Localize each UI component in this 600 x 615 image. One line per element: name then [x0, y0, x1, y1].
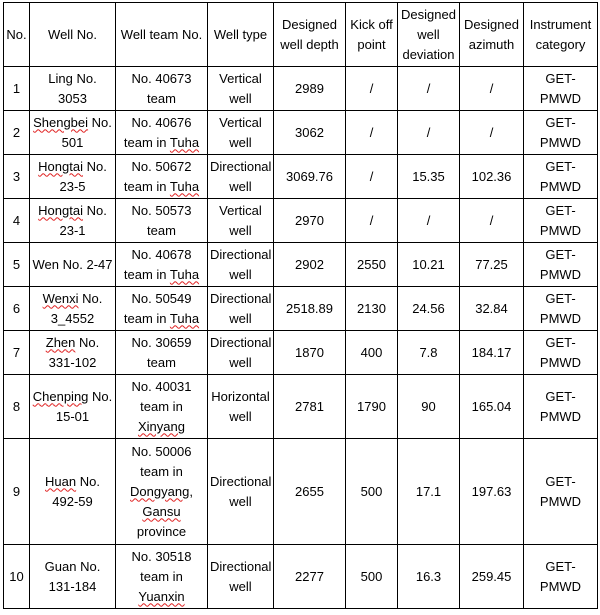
cell-well-no [30, 439, 116, 545]
cell-well-no [30, 545, 116, 609]
cell-designed-well-deviation: 24.56 [398, 287, 460, 331]
cell-no: 4 [4, 199, 30, 243]
cell-text: Directional [210, 334, 272, 350]
cell-text: No. [88, 114, 112, 130]
cell-text: 501 [61, 134, 84, 150]
cell-line [32, 472, 113, 492]
table-row [4, 111, 598, 155]
spellcheck-word: Huan [45, 473, 77, 489]
cell-line [32, 289, 113, 309]
header-line: category [535, 36, 586, 52]
cell-line [32, 89, 113, 109]
cell-well-no [30, 199, 116, 243]
spellcheck-word: Tuha [169, 310, 200, 326]
cell-line [118, 201, 205, 221]
cell-designed-well-depth: 2518.89 [274, 287, 346, 331]
cell-text: team [147, 222, 176, 238]
cell-kick-off-point: 2550 [346, 243, 398, 287]
cell-line [210, 333, 271, 353]
header-line: point [357, 36, 386, 52]
spellcheck-word: Dongyang [130, 483, 190, 499]
cell-line [32, 157, 113, 177]
cell-designed-well-deviation: / [398, 111, 460, 155]
table-row [4, 375, 598, 439]
cell-line [210, 387, 271, 407]
cell-line [32, 309, 113, 329]
cell-designed-azimuth: 197.63 [460, 439, 524, 545]
header-line: Designed [401, 6, 456, 22]
cell-well-no [30, 331, 116, 375]
spellcheck-word: Tuha [169, 266, 200, 282]
spellcheck-word: Yuanxin [138, 588, 185, 604]
cell-line [118, 133, 205, 153]
cell-designed-azimuth: 32.84 [460, 287, 524, 331]
cell-well-team-no [116, 439, 208, 545]
cell-line [118, 89, 205, 109]
cell-line [210, 407, 271, 427]
cell-well-type [208, 439, 274, 545]
cell-designed-azimuth: 165.04 [460, 375, 524, 439]
cell-line [118, 113, 205, 133]
cell-text: team in [140, 463, 183, 479]
cell-text: Guan No. [44, 558, 101, 574]
cell-line [32, 333, 113, 353]
cell-text: well [229, 408, 252, 424]
cell-instrument-category: GET-PMWD [524, 67, 598, 111]
cell-text: Directional [210, 558, 272, 574]
cell-text: team in [140, 398, 183, 414]
cell-line [32, 69, 113, 89]
cell-kick-off-point: / [346, 67, 398, 111]
header-line: Well No. [48, 26, 97, 42]
cell-no: 8 [4, 375, 30, 439]
cell-line [32, 387, 113, 407]
cell-text: 23-1 [59, 222, 86, 238]
cell-text: No. [82, 158, 107, 174]
header-line: well depth [280, 36, 339, 52]
spellcheck-word: Zhen [45, 334, 76, 350]
cell-text: No. 40676 [131, 114, 192, 130]
cell-line [210, 289, 271, 309]
cell-designed-well-depth: 2655 [274, 439, 346, 545]
cell-line [118, 567, 205, 587]
header-well-type [208, 3, 274, 67]
cell-text: No. [75, 334, 100, 350]
cell-designed-azimuth: 102.36 [460, 155, 524, 199]
cell-no: 5 [4, 243, 30, 287]
cell-text: team in [140, 568, 183, 584]
cell-no: 6 [4, 287, 30, 331]
cell-line [118, 265, 205, 285]
cell-text: Vertical [219, 114, 262, 130]
cell-well-type [208, 545, 274, 609]
cell-text: team in [123, 266, 170, 282]
header-well-no [30, 3, 116, 67]
cell-text: team in [123, 310, 170, 326]
cell-instrument-category: GET-PMWD [524, 439, 598, 545]
header-line: Instrument [529, 16, 592, 32]
cell-no: 9 [4, 439, 30, 545]
cell-text: 131-184 [48, 578, 97, 594]
cell-line [32, 492, 113, 512]
header-line: Designed [282, 16, 337, 32]
cell-line [32, 177, 113, 197]
cell-text: No. 50549 [131, 290, 192, 306]
cell-instrument-category: GET-PMWD [524, 243, 598, 287]
cell-designed-well-depth: 3069.76 [274, 155, 346, 199]
cell-line [210, 177, 271, 197]
well-data-table [3, 2, 598, 609]
cell-line [210, 577, 271, 597]
cell-well-type [208, 111, 274, 155]
cell-well-type [208, 375, 274, 439]
cell-well-no [30, 243, 116, 287]
cell-line [32, 353, 113, 373]
cell-line [210, 472, 271, 492]
cell-line [118, 245, 205, 265]
cell-line [118, 462, 205, 482]
cell-line [210, 133, 271, 153]
cell-text: Vertical [219, 70, 262, 86]
cell-line [32, 133, 113, 153]
cell-no: 7 [4, 331, 30, 375]
cell-text: Horizontal [211, 388, 270, 404]
header-designed-azimuth [460, 3, 524, 67]
cell-line [118, 547, 205, 567]
cell-text: No. [78, 290, 103, 306]
cell-text: No. 30659 [131, 334, 192, 350]
cell-text: well [229, 493, 252, 509]
cell-designed-well-depth: 1870 [274, 331, 346, 375]
cell-no: 3 [4, 155, 30, 199]
cell-line [118, 333, 205, 353]
spellcheck-word: Shengbei [33, 114, 89, 130]
cell-designed-azimuth: / [460, 199, 524, 243]
spellcheck-word: Wenxi [42, 290, 79, 306]
cell-text: Wen No. 2-47 [32, 256, 113, 272]
cell-no: 2 [4, 111, 30, 155]
cell-text: province [136, 523, 187, 539]
header-instrument-category [524, 3, 598, 67]
cell-designed-azimuth: 259.45 [460, 545, 524, 609]
cell-well-type [208, 243, 274, 287]
cell-designed-well-deviation: 15.35 [398, 155, 460, 199]
cell-line [118, 502, 205, 522]
cell-line [210, 89, 271, 109]
cell-well-team-no [116, 287, 208, 331]
cell-text: No. 40031 [131, 378, 192, 394]
spellcheck-word: Gansu [142, 503, 181, 519]
header-kick-off-point [346, 3, 398, 67]
cell-text: Directional [210, 473, 272, 489]
cell-designed-well-depth: 2277 [274, 545, 346, 609]
cell-line [210, 557, 271, 577]
cell-text: well [229, 134, 252, 150]
cell-line [32, 201, 113, 221]
spellcheck-word: Chenping [32, 388, 89, 404]
cell-well-team-no [116, 375, 208, 439]
cell-kick-off-point: 1790 [346, 375, 398, 439]
cell-text: No. [88, 388, 113, 404]
spellcheck-word: Hongtai [38, 202, 83, 218]
cell-well-type [208, 67, 274, 111]
cell-designed-well-depth: 2970 [274, 199, 346, 243]
cell-kick-off-point: / [346, 111, 398, 155]
spellcheck-word: Hongtai [38, 158, 83, 174]
cell-text: 23-5 [59, 178, 86, 194]
cell-instrument-category: GET-PMWD [524, 155, 598, 199]
cell-line [118, 522, 205, 542]
cell-text: team [147, 354, 176, 370]
header-designed-well-depth [274, 3, 346, 67]
cell-text: No. [82, 202, 107, 218]
cell-kick-off-point: 500 [346, 439, 398, 545]
cell-line [210, 201, 271, 221]
table-row [4, 331, 598, 375]
cell-well-team-no [116, 155, 208, 199]
cell-line [210, 492, 271, 512]
cell-text: No. 50672 [131, 158, 192, 174]
cell-text: team in [123, 134, 170, 150]
header-row [4, 3, 598, 67]
cell-text: 331-102 [48, 354, 97, 370]
cell-line [32, 557, 113, 577]
cell-kick-off-point: / [346, 199, 398, 243]
header-line: Kick off [350, 16, 393, 32]
cell-kick-off-point: 400 [346, 331, 398, 375]
cell-no: 10 [4, 545, 30, 609]
cell-designed-well-deviation: 7.8 [398, 331, 460, 375]
cell-designed-well-deviation: 17.1 [398, 439, 460, 545]
cell-line [118, 377, 205, 397]
cell-kick-off-point: 500 [346, 545, 398, 609]
cell-text: No. [76, 473, 100, 489]
cell-line [210, 265, 271, 285]
cell-text: Directional [210, 246, 272, 262]
header-line: Well team No. [120, 26, 203, 42]
table-row [4, 155, 598, 199]
cell-designed-azimuth: / [460, 111, 524, 155]
cell-line [118, 289, 205, 309]
cell-well-no [30, 155, 116, 199]
cell-well-team-no [116, 545, 208, 609]
cell-designed-well-depth: 2781 [274, 375, 346, 439]
cell-line [210, 353, 271, 373]
cell-line [118, 221, 205, 241]
cell-text: No. 30518 [131, 548, 192, 564]
cell-instrument-category: GET-PMWD [524, 287, 598, 331]
cell-text: team [147, 90, 176, 106]
cell-no: 1 [4, 67, 30, 111]
cell-line [118, 157, 205, 177]
cell-text: well [229, 90, 252, 106]
cell-text: 3_4552 [50, 310, 95, 326]
table-row [4, 287, 598, 331]
cell-line [210, 309, 271, 329]
cell-instrument-category: GET-PMWD [524, 331, 598, 375]
cell-line [118, 442, 205, 462]
header-line: deviation [402, 46, 455, 62]
cell-instrument-category: GET-PMWD [524, 111, 598, 155]
cell-well-team-no [116, 243, 208, 287]
cell-instrument-category: GET-PMWD [524, 375, 598, 439]
header-line: Well type [213, 26, 268, 42]
cell-designed-well-depth: 2989 [274, 67, 346, 111]
cell-text: , [189, 483, 193, 499]
cell-text: 492-59 [52, 493, 93, 509]
cell-kick-off-point: / [346, 155, 398, 199]
cell-well-team-no [116, 67, 208, 111]
cell-line [32, 113, 113, 133]
cell-designed-azimuth: / [460, 67, 524, 111]
cell-designed-well-deviation: 90 [398, 375, 460, 439]
table-row [4, 243, 598, 287]
cell-designed-well-deviation: / [398, 67, 460, 111]
cell-line [118, 309, 205, 329]
cell-well-no [30, 375, 116, 439]
cell-line [210, 245, 271, 265]
header-line: well [417, 26, 440, 42]
cell-line [210, 113, 271, 133]
cell-line [210, 157, 271, 177]
cell-text: Directional [210, 158, 272, 174]
cell-well-no [30, 111, 116, 155]
header-line: azimuth [468, 36, 515, 52]
table-row [4, 545, 598, 609]
spellcheck-word: Xinyang [138, 418, 185, 434]
header-line: No. [6, 26, 27, 42]
cell-text: Vertical [219, 202, 262, 218]
cell-text: No. 50573 [131, 202, 192, 218]
cell-line [210, 69, 271, 89]
header-well-team-no [116, 3, 208, 67]
cell-designed-well-depth: 3062 [274, 111, 346, 155]
cell-text: well [229, 310, 252, 326]
cell-line [118, 177, 205, 197]
cell-line [118, 69, 205, 89]
cell-designed-well-deviation: 16.3 [398, 545, 460, 609]
cell-designed-well-depth: 2902 [274, 243, 346, 287]
cell-line [118, 417, 205, 437]
spellcheck-word: Tuha [169, 134, 200, 150]
cell-well-no [30, 67, 116, 111]
cell-well-team-no [116, 331, 208, 375]
cell-text: No. 40678 [131, 246, 192, 262]
cell-text: Ling No. [48, 70, 97, 86]
cell-line [210, 221, 271, 241]
cell-line [32, 577, 113, 597]
header-designed-well-deviation [398, 3, 460, 67]
cell-line [32, 255, 113, 275]
cell-designed-well-deviation: 10.21 [398, 243, 460, 287]
spellcheck-word: Tuha [169, 178, 200, 194]
cell-designed-well-deviation: / [398, 199, 460, 243]
cell-line [118, 397, 205, 417]
cell-text: No. 40673 [131, 70, 192, 86]
table-row [4, 67, 598, 111]
cell-text: well [229, 178, 252, 194]
cell-instrument-category: GET-PMWD [524, 545, 598, 609]
cell-designed-azimuth: 184.17 [460, 331, 524, 375]
header-line: Designed [464, 16, 519, 32]
cell-well-type [208, 287, 274, 331]
cell-text: Directional [210, 290, 272, 306]
cell-line [32, 407, 113, 427]
table-row [4, 199, 598, 243]
cell-well-type [208, 331, 274, 375]
cell-instrument-category: GET-PMWD [524, 199, 598, 243]
cell-text: well [229, 222, 252, 238]
cell-well-type [208, 155, 274, 199]
cell-line [32, 221, 113, 241]
cell-text: 15-01 [55, 408, 90, 424]
cell-designed-azimuth: 77.25 [460, 243, 524, 287]
cell-well-no [30, 287, 116, 331]
cell-line [118, 353, 205, 373]
cell-line [118, 482, 205, 502]
table-row [4, 439, 598, 545]
cell-text: No. 50006 [131, 443, 192, 459]
cell-text: well [229, 266, 252, 282]
cell-text: team in [123, 178, 170, 194]
cell-text: well [229, 578, 252, 594]
cell-well-team-no [116, 199, 208, 243]
cell-line [118, 587, 205, 607]
header-no [4, 3, 30, 67]
cell-kick-off-point: 2130 [346, 287, 398, 331]
cell-text: well [229, 354, 252, 370]
cell-well-type [208, 199, 274, 243]
cell-text: 3053 [58, 90, 87, 106]
cell-well-team-no [116, 111, 208, 155]
